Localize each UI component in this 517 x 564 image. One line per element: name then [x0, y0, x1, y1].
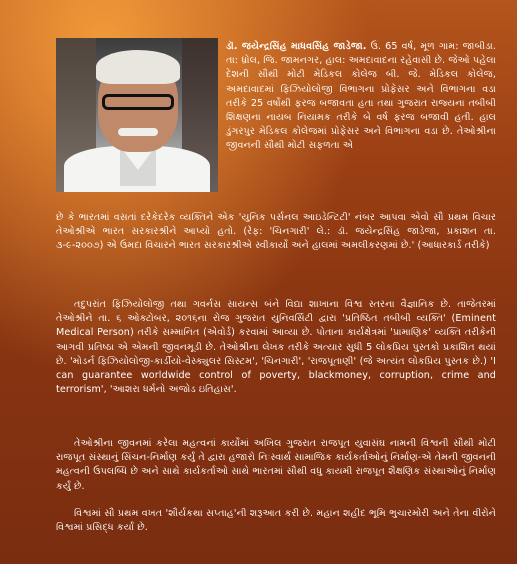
bio-intro-paragraph: [226, 40, 496, 154]
photo-moustache: [118, 128, 158, 136]
author-name: ડૉ. જયેન્દ્રસિંહ માધવસિંહ જાડેજા.: [226, 41, 367, 52]
author-photo: [56, 38, 218, 192]
photo-hair: [96, 50, 180, 84]
photo-glasses: [102, 94, 174, 110]
shauryakatha-paragraph: વિશ્વમાં સૌ પ્રથમ વખત 'શૌર્યકથા સપ્તાહ'ની શરૂઆત કરી છે. મહાન શહીદ ભૂમિ ભુચારમોરી અને તેના વીરોને વિશ્વમાં પ્રસિદ્ધ કર્યાં છે.: [56, 508, 496, 534]
achievements-paragraph: તદુપરાંત ફિઝિયોલોજી તથા ગવર્નસ સાયન્સ બંને વિદ્યા શાખાના વિશ્વ સ્તરના વૈજ્ઞાનિક છે. તાજેતરમાં તેઓશ્રીને તા. ૬ ઓક્ટોબર, ૨૦૧૬ના રોજ ગુજરાત યુનિવર્સિટી દ્વારા 'પ્રતિષ્ઠિત તબીબી વ્યક્તિ' (Eminent Medical Person) તરીકે સમ્માનિત (એવોર્ડ) કરવામાં આવ્યા છે. પોતાના કાર્યક્ષેત્રમાં 'પ્રામાણિક' વ્યક્તિ તરીકેની આગવી પ્રતિષ્ઠા એ એમની જીવનમૂડી છે. તેઓશ્રીના લેખક તરીકે અત્યાર સુધી 5 લોકપ્રિય પુસ્તકો પ્રકાશિત થયાં છે. 'મોડર્ન ફિઝિયોલોજી-કાર્ડીયો-વેસ્ક્યુલર સિસ્ટમ', 'ચિનગારી', 'રાજપૂતાણી' (જે અત્યંત લોકપ્રિય પુસ્તક છે.) 'I can guarantee worldwide control of poverty, blackmoney, corruption, crime and terrorism', 'આશરા ધર્મનો અજોડ ઇતિહાસ'.: [56, 299, 496, 396]
bio-continued-paragraph: છે કે ભારતમાં વસતાં દરેકેદરેક વ્યક્તિને એક 'યુનિક પર્સનલ આઇડેન્ટિટી' નંબર આપવા એવો સૌ પ્રથમ વિચાર તેઓશ્રીએ ભારત સરકારશ્રીને આપ્યો હતો. (રેફ: 'ચિનગારી' લે.: ડૉ. જયેન્દ્રસિંહ જાડેજા, પ્રકાશન તા. ૩-૯-૨૦૦૭) એ ઉમદા વિચારને ભારત સરકારશ્રીએ સ્વીકાર્યો અને હાલમાં અમલીકરણમાં છે.' (આધારકાર્ડ તરીકે): [56, 212, 496, 252]
organization-paragraph: તેઓશ્રીના જીવનમાં કરેલા મહત્વનાં કાર્યોમાં અખિલ ગુજરાત રાજપૂત યુવાસંઘ નામની વિશ્વની સૌથી મોટી રાજપૂત સંસ્થાનું સિંચન-નિર્માણ કર્યું તે દ્વારા હજારો નિઃસ્વાર્થ સામાજિક કાર્યકર્તાઓનું નિર્માણ-એ તેમની જીવનની મહત્વની ઉપલબ્ધિ છે અને સાથે કાર્યકર્તાઓ સાથે ભારતમાં સૌથી વધુ કાયમી રાજપૂત શૈક્ષણિક સંસ્થાઓનું નિર્માણ કર્યું છે.: [56, 438, 496, 492]
bio-intro-text: ઉ. 65 વર્ષ, મૂળ ગામ: જાબીડા. તા: ધ્રોલ, જિ. જામનગર, હાલ: અમદાવાદના રહેવાસી છે. જેઓ પહેલા દેશની સૌથી મોટી મેડિકલ કોલેજ બી. જે. મેડિકલ કોલેજ, અમદાવાદમાં ફિઝિયોલોજી વિભાગના પ્રોફેસર અને વિભાગના વડા તરીકે 25 વર્ષોથી ફરજ બજાવતા હતા તથા ગુજરાત રાજ્યના તબીબી શિક્ષણના નાયબ નિયામક તરીકે બે વર્ષ ફરજ બજાવી હતી. હાલ ડુંગરપુર મેડિકલ કોલેજમાં પ્રોફેસર અને વિભાગના વડા છે. તેઓશ્રીના જીવનની સૌથી મોટી સફળતા એ: [226, 41, 496, 152]
